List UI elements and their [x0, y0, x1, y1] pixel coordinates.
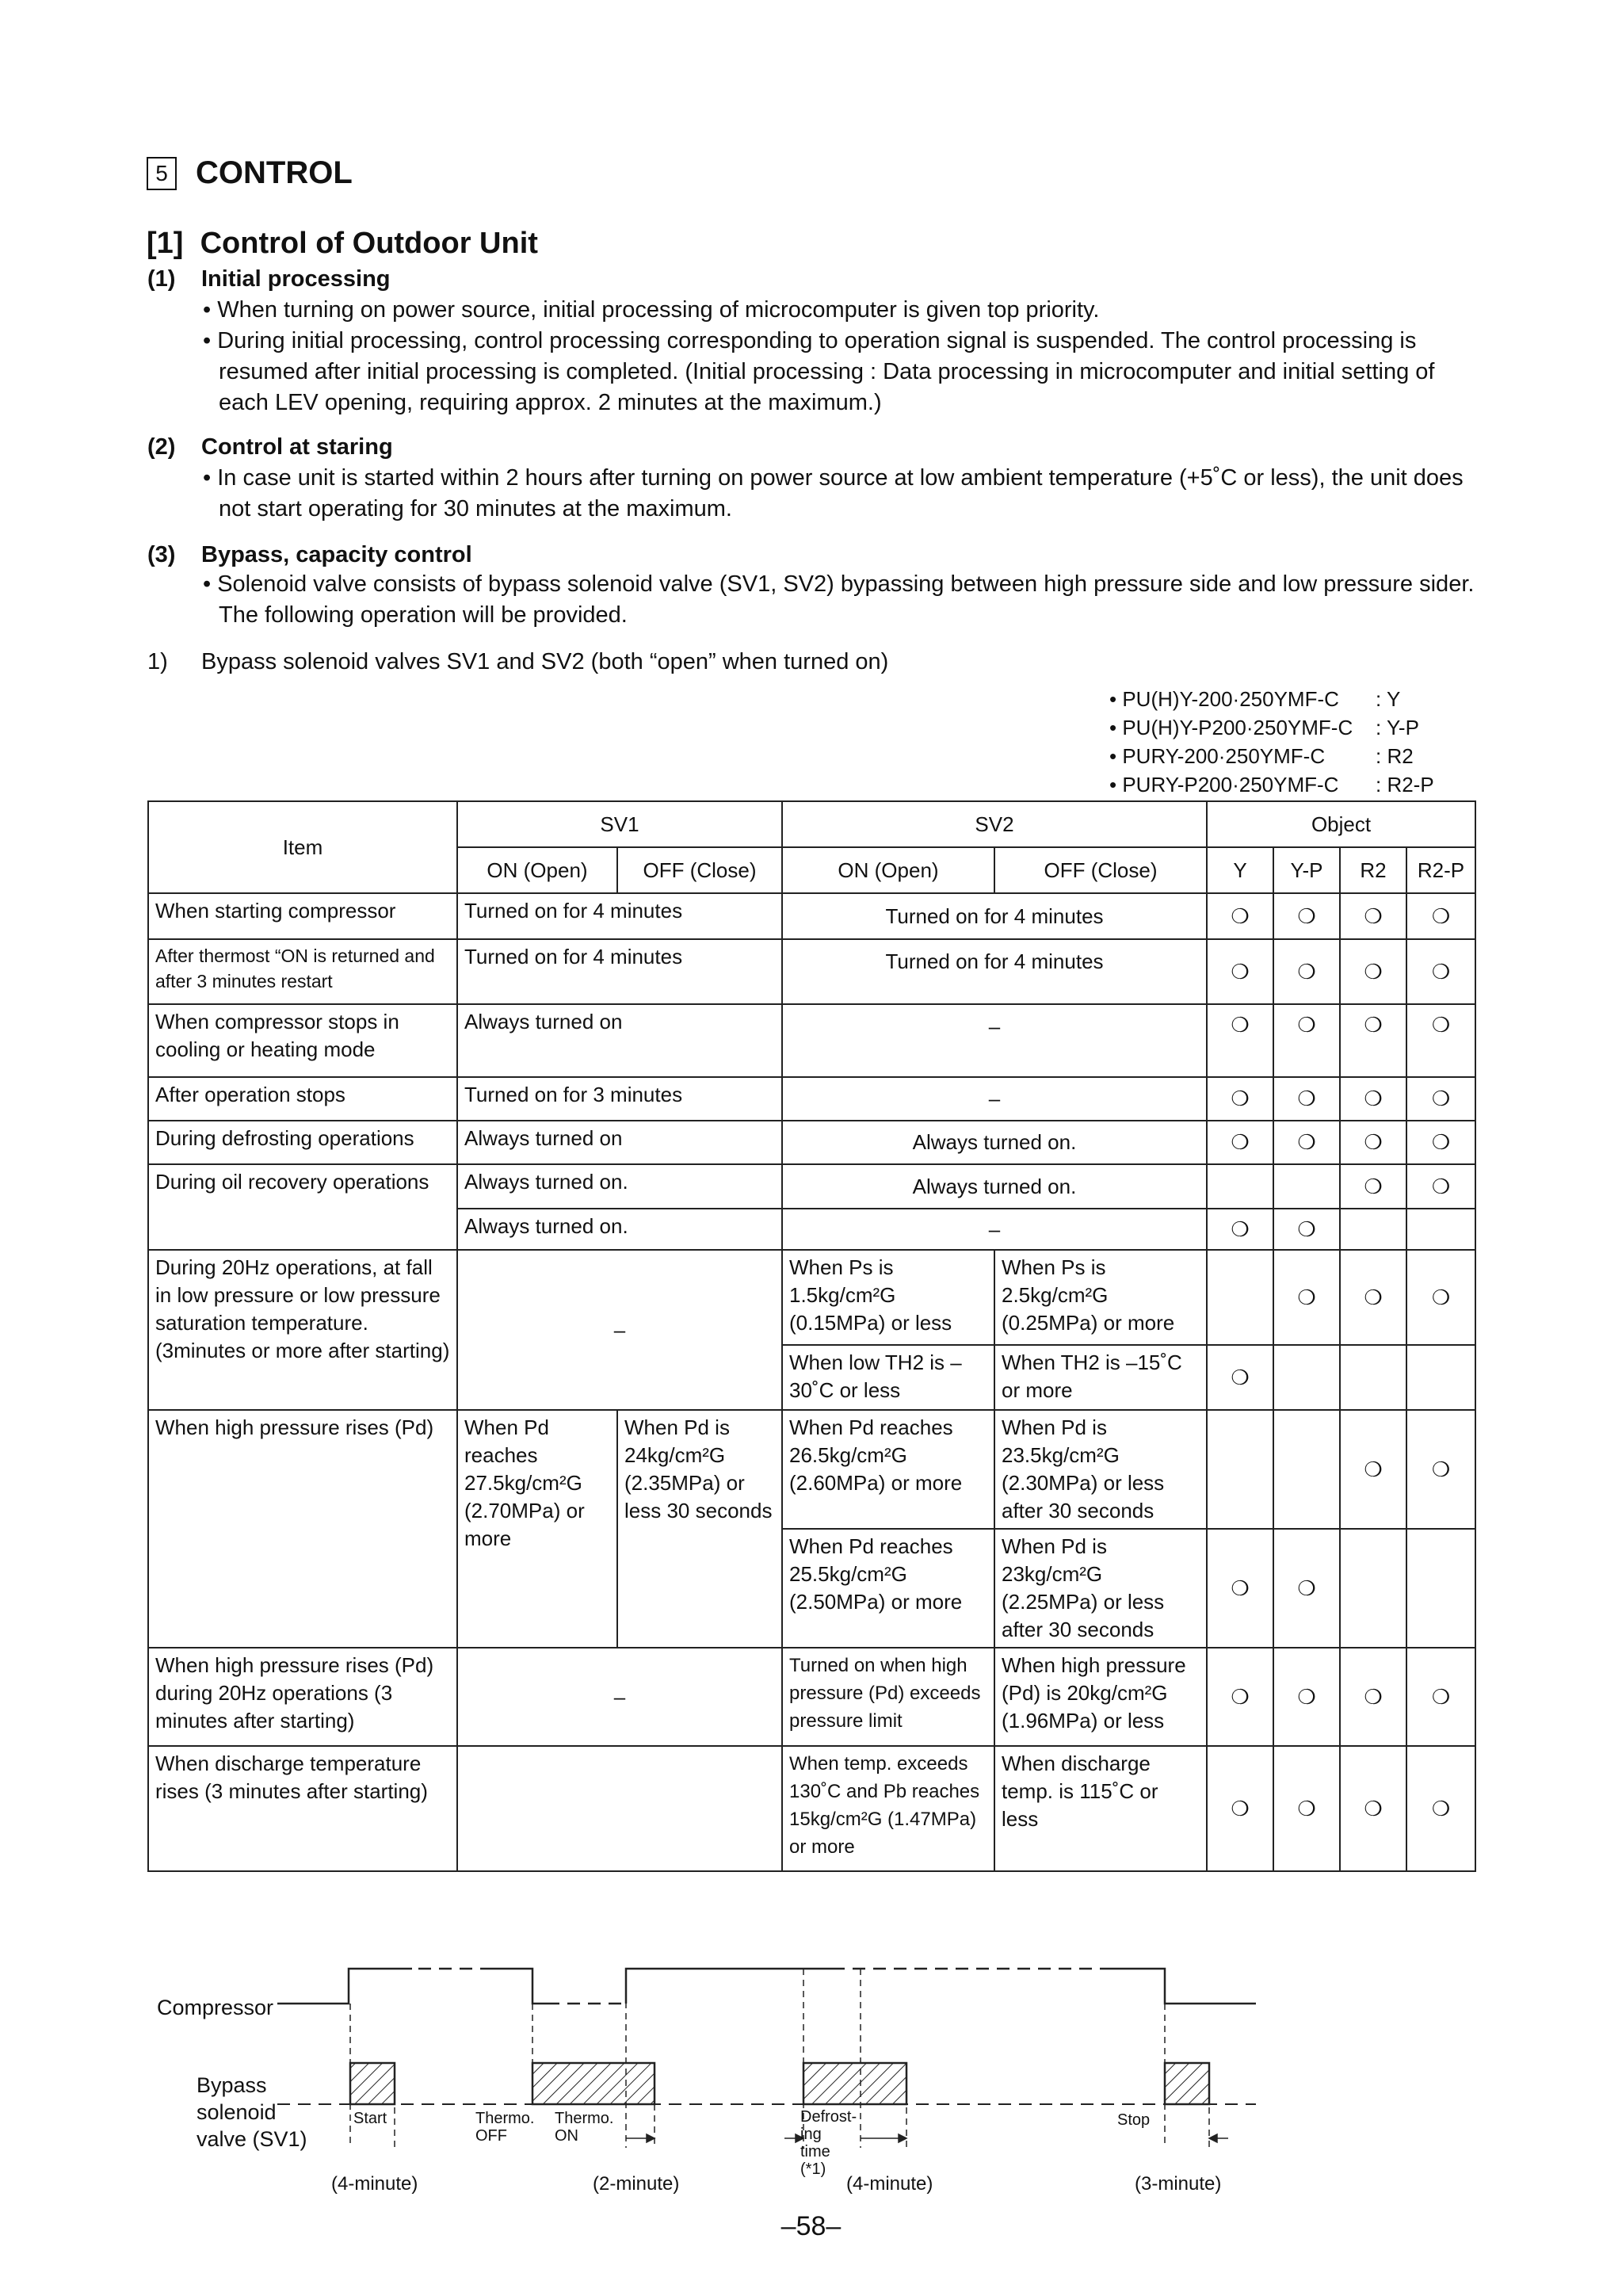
label-thermo-on: Thermo. ON: [555, 2110, 614, 2145]
object-mark: ❍: [1273, 1121, 1340, 1164]
cell-sv1: –: [457, 1648, 782, 1746]
cell-sv2-on: When temp. exceeds 130˚C and Pb reaches 15kg/cm²G (1.47MPa) or more: [782, 1746, 994, 1871]
sv1-pulse-stop: [1165, 2063, 1209, 2104]
row-item: During defrosting operations: [148, 1121, 457, 1164]
duration-label-3: (4-minute): [846, 2173, 933, 2195]
item-2-title: Control at staring: [201, 434, 393, 460]
cell-sv2: –: [782, 1077, 1207, 1121]
cell-sv1: Turned on for 3 minutes: [457, 1077, 782, 1121]
object-mark: ❍: [1273, 1746, 1340, 1871]
cell-sv2-off: When Pd is 23.5kg/cm²G (2.30MPa) or less after 30 seconds: [994, 1410, 1207, 1529]
table-row: [148, 939, 1475, 1004]
section-title: CONTROL: [196, 155, 353, 190]
object-mark: ❍: [1273, 1529, 1340, 1648]
object-mark: ❍: [1273, 1077, 1340, 1121]
object-empty: [1273, 1410, 1340, 1529]
model-code: : Y: [1376, 687, 1401, 711]
object-mark: ❍: [1406, 893, 1475, 939]
object-empty: [1406, 1209, 1475, 1250]
item-1-bullet-1: • When turning on power source, initial processing of microcomputer is given top priority.: [203, 297, 1100, 323]
cell-sv1: Turned on for 4 minutes: [457, 893, 782, 939]
sv1-pulse-thermo: [532, 2063, 655, 2104]
item-1-num: (1): [147, 266, 176, 292]
table-row: [148, 1004, 1475, 1077]
object-mark: ❍: [1273, 1648, 1340, 1746]
model-row: [1109, 742, 1434, 770]
object-mark: ❍: [1273, 893, 1340, 939]
object-empty: [1207, 1410, 1273, 1529]
model-code: : Y-P: [1376, 716, 1419, 739]
object-mark: ❍: [1207, 1121, 1273, 1164]
table-row: [148, 1410, 1475, 1529]
cell-sv2-on: When Ps is 1.5kg/cm²G (0.15MPa) or less: [782, 1250, 994, 1345]
cell-sv2: –: [782, 1209, 1207, 1250]
compressor-waveform: [277, 1969, 1256, 2004]
cell-sv2-on: Turned on when high pressure (Pd) exceeds pressure limit: [782, 1648, 994, 1746]
subsection-title: Control of Outdoor Unit: [200, 227, 538, 260]
header-sv2-off: OFF (Close): [994, 847, 1207, 893]
cell-sv2-off: When discharge temp. is 115˚C or less: [994, 1746, 1207, 1871]
header-object: Object: [1207, 801, 1475, 847]
table-row: [148, 1648, 1475, 1746]
table-row: [148, 1121, 1475, 1164]
object-mark: ❍: [1340, 1164, 1406, 1209]
row-item: During 20Hz operations, at fall in low pressure or low pressure saturation temperature. (3minutes or more after starting): [148, 1250, 457, 1410]
section-heading: [147, 155, 353, 191]
item-3-heading: [147, 542, 472, 568]
item-2-bullet-1: • In case unit is started within 2 hours after turning on power source at low ambient temperature (+5˚C or less), the unit does not start operating for 30 minutes at the maximum.: [203, 465, 1464, 521]
table-row: [148, 1250, 1475, 1345]
object-mark: ❍: [1207, 893, 1273, 939]
label-bypass-valve: Bypass solenoid valve (SV1): [197, 2073, 307, 2151]
object-mark: ❍: [1340, 1004, 1406, 1077]
cell-sv2-off: When Pd is 23kg/cm²G (2.25MPa) or less after 30 seconds: [994, 1529, 1207, 1648]
model-name: • PU(H)Y-200·250YMF-C: [1109, 687, 1339, 711]
cell-sv1: Always turned on.: [457, 1209, 782, 1250]
object-mark: ❍: [1406, 1121, 1475, 1164]
object-empty: [1273, 1345, 1340, 1410]
header-sv1-off: OFF (Close): [617, 847, 782, 893]
label-start: Start: [353, 2110, 387, 2127]
table-row: [148, 1746, 1475, 1871]
cell-sv2: Always turned on.: [782, 1164, 1207, 1209]
model-name: • PU(H)Y-P200·250YMF-C: [1109, 716, 1353, 739]
bypass-control-table: [147, 800, 1476, 1872]
sv1-pulse-start: [350, 2063, 395, 2104]
table-row: [148, 1164, 1475, 1209]
header-yp: Y-P: [1273, 847, 1340, 893]
object-mark: ❍: [1340, 1648, 1406, 1746]
object-empty: [1340, 1345, 1406, 1410]
object-mark: ❍: [1406, 1746, 1475, 1871]
duration-label-4: (3-minute): [1135, 2173, 1222, 2195]
row-item: When high pressure rises (Pd): [148, 1410, 457, 1648]
cell-sv2: Turned on for 4 minutes: [782, 939, 1207, 1004]
item-1-bullet-2: • During initial processing, control processing corresponding to operation signal is suspended. The control processing is resumed after initial processing is completed. (Initial processing : Data processing in microcomputer and initial setting of each LEV opening, requiring approx. 2 minutes at the maximum.): [203, 328, 1435, 415]
object-empty: [1340, 1209, 1406, 1250]
label-stop: Stop: [1117, 2111, 1151, 2129]
object-empty: [1273, 1164, 1340, 1209]
cell-sv1-on: When Pd reaches 27.5kg/cm²G (2.70MPa) or more: [457, 1410, 617, 1648]
object-mark: ❍: [1207, 1004, 1273, 1077]
object-mark: ❍: [1406, 1250, 1475, 1345]
label-compressor: Compressor: [157, 1996, 274, 2019]
cell-sv1: Always turned on.: [457, 1164, 782, 1209]
row-item: When discharge temperature rises (3 minutes after starting): [148, 1746, 457, 1871]
item-2-num: (2): [147, 434, 176, 460]
item-2-heading: [147, 434, 393, 460]
object-mark: ❍: [1340, 1121, 1406, 1164]
cell-sv2-on: When low TH2 is –30˚C or less: [782, 1345, 994, 1410]
object-mark: ❍: [1207, 1209, 1273, 1250]
label-defrosting-time: Defrost-ing time (*1): [800, 2108, 857, 2178]
object-empty: [1207, 1164, 1273, 1209]
sv1-pulse-defrost: [803, 2063, 906, 2104]
object-mark: ❍: [1406, 1410, 1475, 1529]
header-r2p: R2-P: [1406, 847, 1475, 893]
cell-sv1-off: When Pd is 24kg/cm²G (2.35MPa) or less 30 seconds: [617, 1410, 782, 1648]
object-mark: ❍: [1406, 1077, 1475, 1121]
model-name: • PURY-200·250YMF-C: [1109, 744, 1326, 768]
item-1-title: Initial processing: [201, 266, 391, 292]
cell-sv2-off: When TH2 is –15˚C or more: [994, 1345, 1207, 1410]
row-item: After thermost “ON is returned and after 3 minutes restart: [148, 939, 457, 1004]
cell-sv1: Always turned on: [457, 1121, 782, 1164]
object-mark: ❍: [1273, 1209, 1340, 1250]
header-sv1-on: ON (Open): [457, 847, 617, 893]
item-1-body: [203, 295, 1475, 418]
header-sv1: SV1: [457, 801, 782, 847]
table-row: [148, 893, 1475, 939]
object-mark: ❍: [1340, 1410, 1406, 1529]
header-sv2: SV2: [782, 801, 1207, 847]
object-mark: ❍: [1406, 1004, 1475, 1077]
object-mark: ❍: [1273, 1004, 1340, 1077]
object-mark: ❍: [1340, 1077, 1406, 1121]
duration-label-1: (4-minute): [331, 2173, 418, 2195]
object-mark: ❍: [1273, 1250, 1340, 1345]
subitem-1: [147, 647, 888, 678]
model-list: [1109, 685, 1434, 799]
duration-arrows: [626, 2134, 1228, 2142]
model-row: [1109, 685, 1434, 713]
page-number: –58–: [780, 2211, 842, 2241]
header-y: Y: [1207, 847, 1273, 893]
model-name: • PURY-P200·250YMF-C: [1109, 773, 1339, 797]
row-item: When compressor stops in cooling or heating mode: [148, 1004, 457, 1077]
cell-sv2-on: When Pd reaches 25.5kg/cm²G (2.50MPa) or more: [782, 1529, 994, 1648]
subsection-heading: [147, 227, 538, 261]
object-empty: [1406, 1345, 1475, 1410]
object-empty: [1406, 1529, 1475, 1648]
subitem-text: Bypass solenoid valves SV1 and SV2 (both “open” when turned on): [201, 649, 889, 674]
cell-sv1-empty: [457, 1746, 782, 1871]
timing-diagram: [0, 1934, 1622, 2203]
table-row: [148, 1077, 1475, 1121]
item-3-title: Bypass, capacity control: [201, 542, 472, 567]
label-thermo-off: Thermo. OFF: [475, 2110, 535, 2145]
object-mark: ❍: [1207, 1529, 1273, 1648]
row-item: When high pressure rises (Pd) during 20Hz operations (3 minutes after starting): [148, 1648, 457, 1746]
cell-sv2-off: When Ps is 2.5kg/cm²G (0.25MPa) or more: [994, 1250, 1207, 1345]
object-empty: [1340, 1529, 1406, 1648]
header-item: Item: [148, 801, 457, 893]
header-sv2-on: ON (Open): [782, 847, 994, 893]
cell-sv2-on: When Pd reaches 26.5kg/cm²G (2.60MPa) or more: [782, 1410, 994, 1529]
object-mark: ❍: [1273, 939, 1340, 1004]
cell-sv1: Turned on for 4 minutes: [457, 939, 782, 1004]
item-3-body: [203, 569, 1475, 631]
cell-sv1: Always turned on: [457, 1004, 782, 1077]
object-mark: ❍: [1340, 1746, 1406, 1871]
item-3-bullet-1: • Solenoid valve consists of bypass solenoid valve (SV1, SV2) bypassing between high pressure side and low pressure sider. The following operation will be provided.: [203, 571, 1475, 628]
object-mark: ❍: [1340, 893, 1406, 939]
row-item: When starting compressor: [148, 893, 457, 939]
object-mark: ❍: [1406, 1648, 1475, 1746]
header-r2: R2: [1340, 847, 1406, 893]
object-mark: ❍: [1340, 939, 1406, 1004]
row-item: After operation stops: [148, 1077, 457, 1121]
cell-sv1: –: [457, 1250, 782, 1410]
object-mark: ❍: [1207, 1077, 1273, 1121]
item-1-heading: [147, 266, 391, 292]
duration-label-2: (2-minute): [593, 2173, 680, 2195]
model-row: [1109, 713, 1434, 742]
cell-sv2: Always turned on.: [782, 1121, 1207, 1164]
object-mark: ❍: [1207, 1746, 1273, 1871]
object-mark: ❍: [1406, 939, 1475, 1004]
model-code: : R2: [1376, 744, 1414, 768]
item-2-body: [203, 463, 1475, 525]
object-mark: ❍: [1340, 1250, 1406, 1345]
object-mark: ❍: [1207, 1345, 1273, 1410]
row-item: During oil recovery operations: [148, 1164, 457, 1250]
cell-sv2: Turned on for 4 minutes: [782, 893, 1207, 939]
object-mark: ❍: [1207, 939, 1273, 1004]
object-empty: [1207, 1250, 1273, 1345]
subsection-number: [1]: [147, 227, 184, 260]
cell-sv2: –: [782, 1004, 1207, 1077]
object-mark: ❍: [1406, 1164, 1475, 1209]
item-3-num: (3): [147, 542, 176, 567]
subitem-num: 1): [147, 649, 168, 674]
section-number: 5: [147, 157, 177, 190]
table-header-row: [148, 801, 1475, 847]
model-code: : R2-P: [1376, 773, 1434, 797]
cell-sv2-off: When high pressure (Pd) is 20kg/cm²G (1.96MPa) or less: [994, 1648, 1207, 1746]
model-row: [1109, 770, 1434, 799]
object-mark: ❍: [1207, 1648, 1273, 1746]
